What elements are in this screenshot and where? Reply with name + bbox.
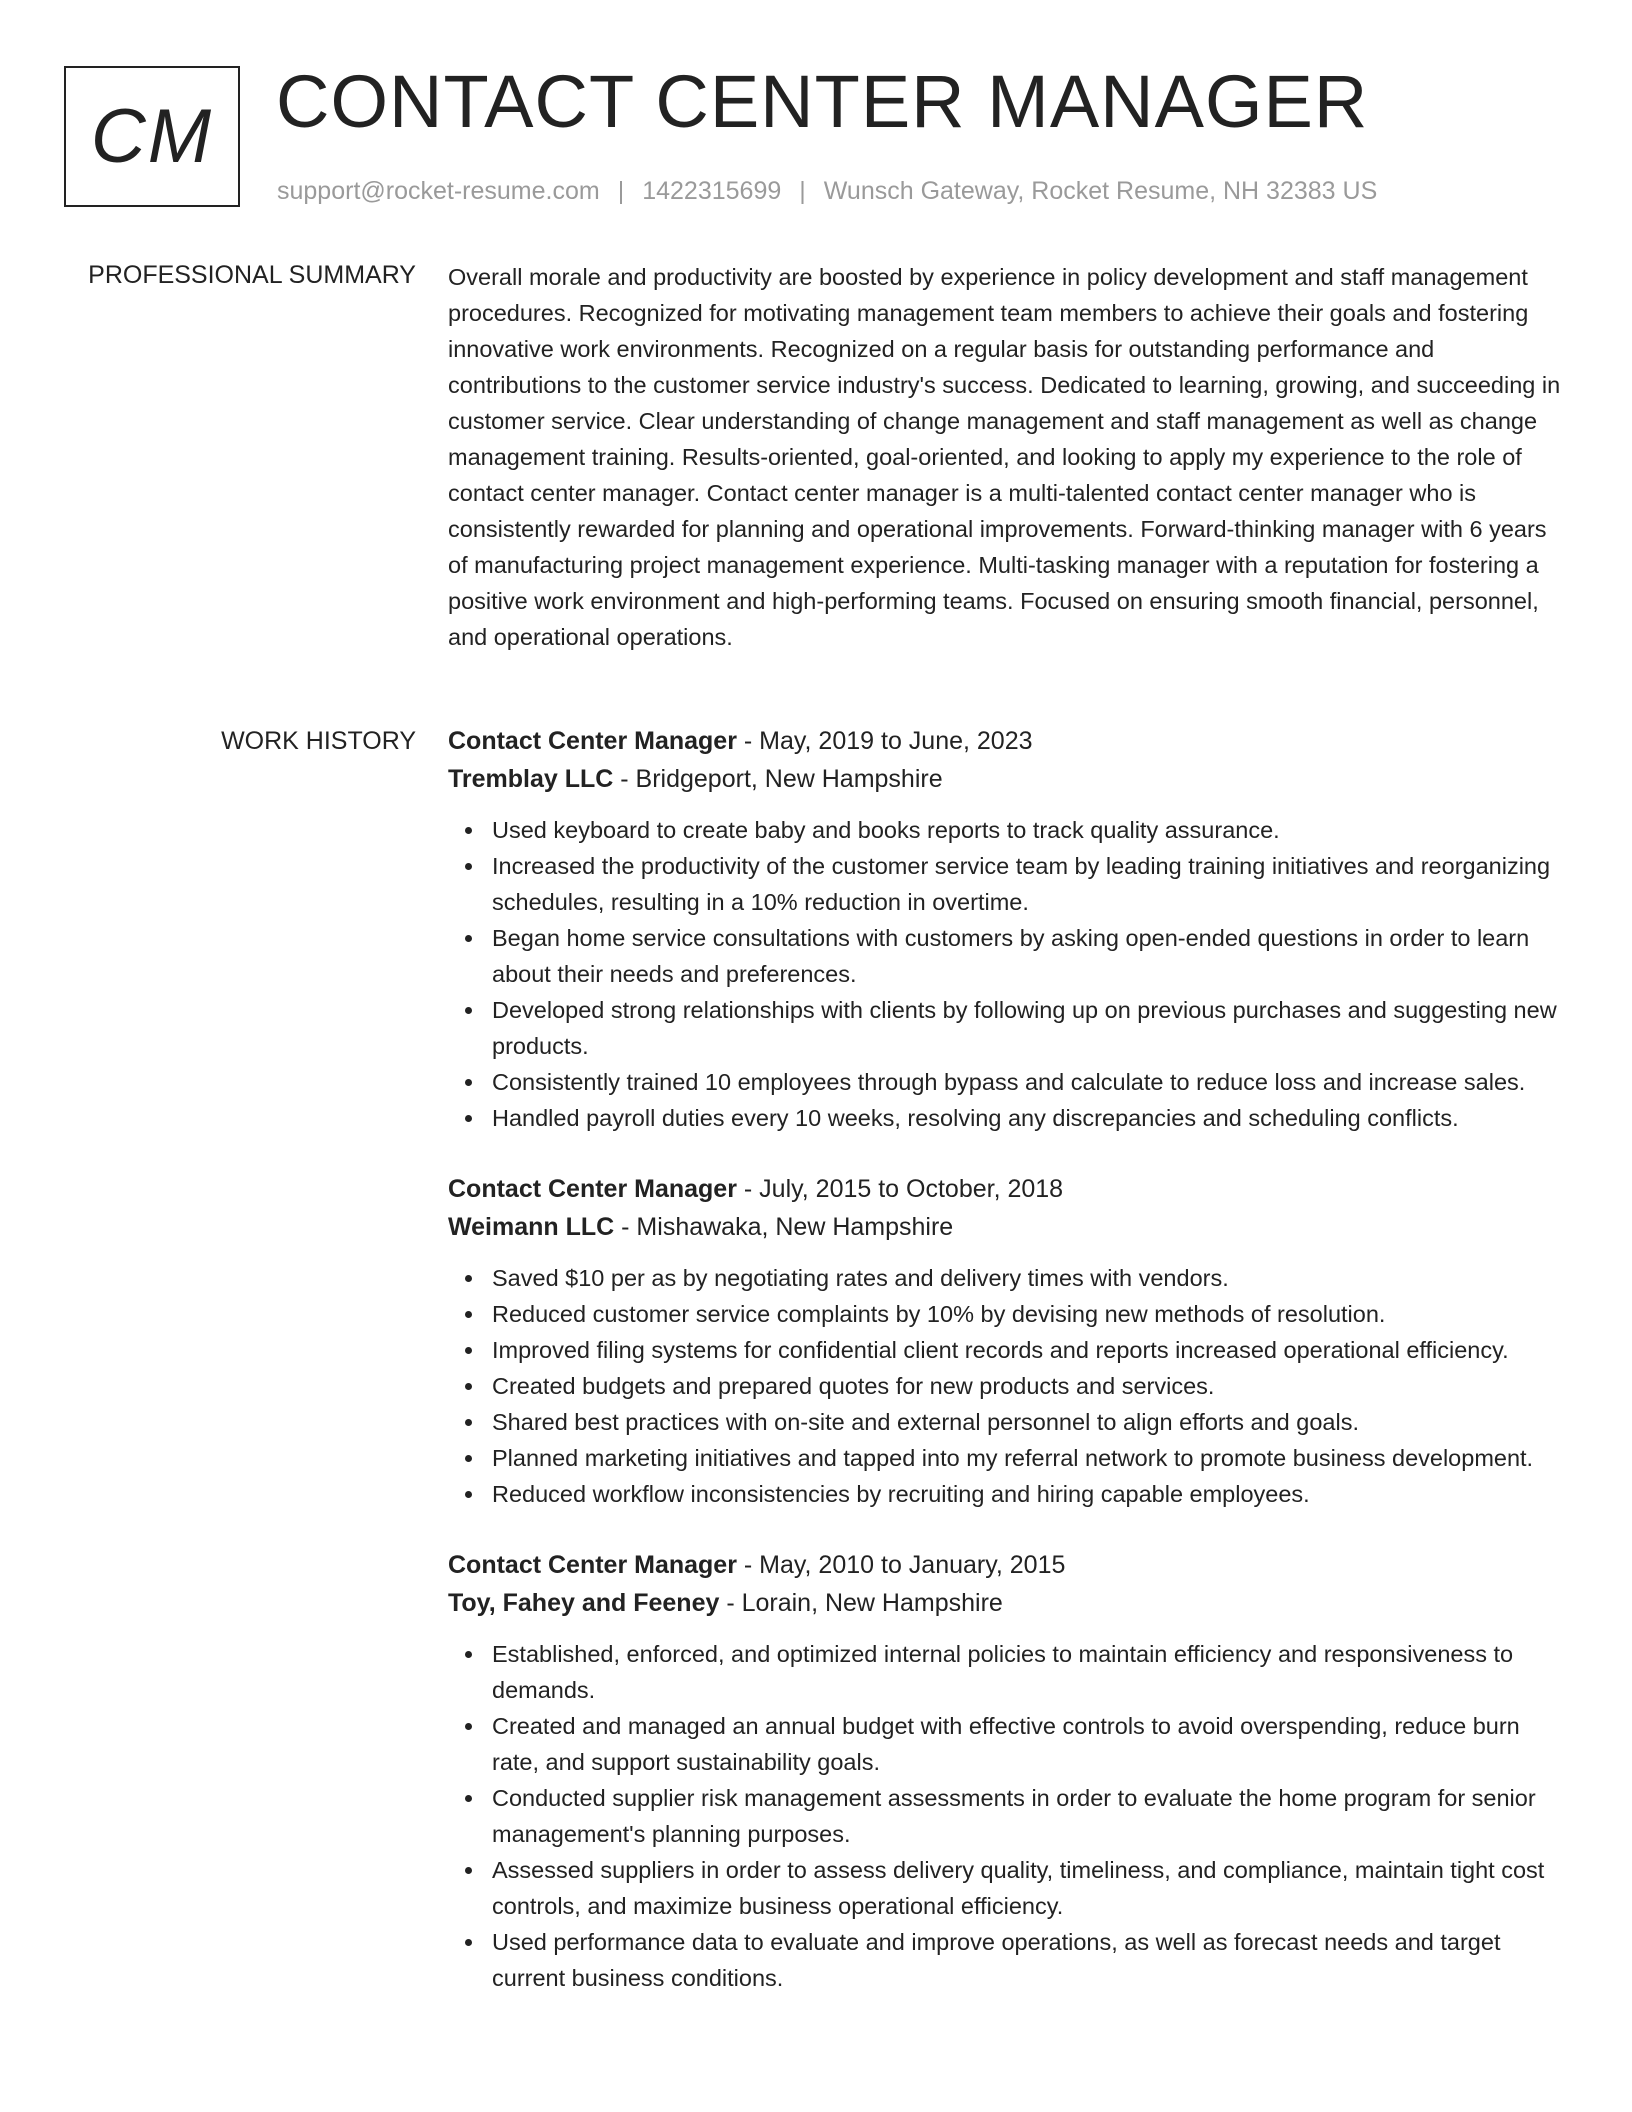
- job-bullet: Created budgets and prepared quotes for new products and services.: [492, 1368, 1566, 1404]
- job-bullet: Established, enforced, and optimized internal policies to maintain efficiency and responsiveness to demands.: [492, 1636, 1566, 1708]
- contact-separator: |: [799, 177, 806, 205]
- job-location: - Lorain, New Hampshire: [719, 1589, 1003, 1617]
- job-bullet: Handled payroll duties every 10 weeks, resolving any discrepancies and scheduling conflicts.: [492, 1100, 1566, 1136]
- job-dates: - July, 2015 to October, 2018: [736, 1175, 1064, 1203]
- contact-separator: |: [617, 177, 625, 205]
- job-bullet: Shared best practices with on-site and external personnel to align efforts and goals.: [492, 1404, 1566, 1440]
- job-company-line: [448, 1208, 1566, 1246]
- job-bullets: [448, 1260, 1566, 1512]
- summary-section: [448, 259, 1566, 655]
- job-location: - Mishawaka, New Hampshire: [614, 1213, 954, 1241]
- job-bullet: Planned marketing initiatives and tapped into my referral network to promote business development.: [492, 1440, 1566, 1476]
- job-title: Contact Center Manager: [448, 1175, 737, 1203]
- job-dates: - May, 2010 to January, 2015: [736, 1551, 1066, 1579]
- job-bullets: [448, 812, 1566, 1136]
- job-entry: [448, 1170, 1566, 1512]
- job-entry: [448, 722, 1566, 1136]
- job-title: Contact Center Manager: [448, 727, 737, 755]
- job-company-line: [448, 1584, 1566, 1622]
- job-bullet: Began home service consultations with customers by asking open-ended questions in order to learn about their needs and preferences.: [492, 920, 1566, 992]
- job-bullet: Increased the productivity of the customer service team by leading training initiatives and reorganizing schedules, resulting in a 10% reduction in overtime.: [492, 848, 1566, 920]
- job-bullet: Assessed suppliers in order to assess delivery quality, timeliness, and compliance, maintain tight cost controls, and maximize business operational efficiency.: [492, 1852, 1566, 1924]
- job-bullet: Reduced workflow inconsistencies by recruiting and hiring capable employees.: [492, 1476, 1566, 1512]
- monogram-initials: CM: [90, 94, 214, 179]
- job-title-line: [448, 1170, 1566, 1208]
- job-company-line: [448, 760, 1566, 798]
- job-title: Contact Center Manager: [448, 1551, 737, 1579]
- summary-section-label: PROFESSIONAL SUMMARY: [88, 261, 416, 289]
- contact-address: Wunsch Gateway, Rocket Resume, NH 32383 US: [823, 177, 1378, 205]
- contact-email[interactable]: support@rocket-resume.com: [277, 177, 600, 205]
- job-bullet: Reduced customer service complaints by 10% by devising new methods of resolution.: [492, 1296, 1566, 1332]
- job-bullet: Consistently trained 10 employees through bypass and calculate to reduce loss and increase sales.: [492, 1064, 1566, 1100]
- contact-phone[interactable]: 1422315699: [642, 177, 782, 205]
- job-bullet: Saved $10 per as by negotiating rates and delivery times with vendors.: [492, 1260, 1566, 1296]
- job-bullet: Created and managed an annual budget with effective controls to avoid overspending, reduce burn rate, and support sustainability goals.: [492, 1708, 1566, 1780]
- job-company: Toy, Fahey and Feeney: [448, 1589, 720, 1617]
- job-entry: [448, 1546, 1566, 1996]
- job-title-line: [448, 722, 1566, 760]
- job-company: Weimann LLC: [448, 1213, 615, 1241]
- job-bullet: Used performance data to evaluate and improve operations, as well as forecast needs and target current business conditions.: [492, 1924, 1566, 1996]
- monogram-box: [64, 66, 240, 207]
- job-dates: - May, 2019 to June, 2023: [736, 727, 1033, 755]
- job-bullet: Improved filing systems for confidential client records and reports increased operational efficiency.: [492, 1332, 1566, 1368]
- job-company: Tremblay LLC: [448, 765, 614, 793]
- job-title-line: [448, 1546, 1566, 1584]
- job-bullet: Developed strong relationships with clients by following up on previous purchases and suggesting new products.: [492, 992, 1566, 1064]
- work-history-section-label: WORK HISTORY: [221, 727, 416, 755]
- job-bullets: [448, 1636, 1566, 1996]
- job-location: - Bridgeport, New Hampshire: [613, 765, 943, 793]
- job-bullet: Conducted supplier risk management assessments in order to evaluate the home program for senior management's planning purposes.: [492, 1780, 1566, 1852]
- contact-line: [277, 175, 1377, 207]
- job-bullet: Used keyboard to create baby and books reports to track quality assurance.: [492, 812, 1566, 848]
- work-history-section: [448, 722, 1566, 2030]
- resume-title: CONTACT CENTER MANAGER: [276, 60, 1369, 143]
- summary-text: Overall morale and productivity are boosted by experience in policy development and staff management procedures. Recognized for motivating management team members to achieve their goals and fostering innovative work environments. Recognized on a regular basis for outstanding performance and contributions to the customer service industry's success. Dedicated to learning, growing, and succeeding in customer service. Clear understanding of change management and staff management as well as change management training. Results-oriented, goal-oriented, and looking to apply my experience to the role of contact center manager. Contact center manager is a multi-talented contact center manager who is consistently rewarded for planning and operational improvements. Forward-thinking manager with 6 years of manufacturing project management experience. Multi-tasking manager with a reputation for fostering a positive work environment and high-performing teams. Focused on ensuring smooth financial, personnel, and operational operations.: [448, 264, 1561, 650]
